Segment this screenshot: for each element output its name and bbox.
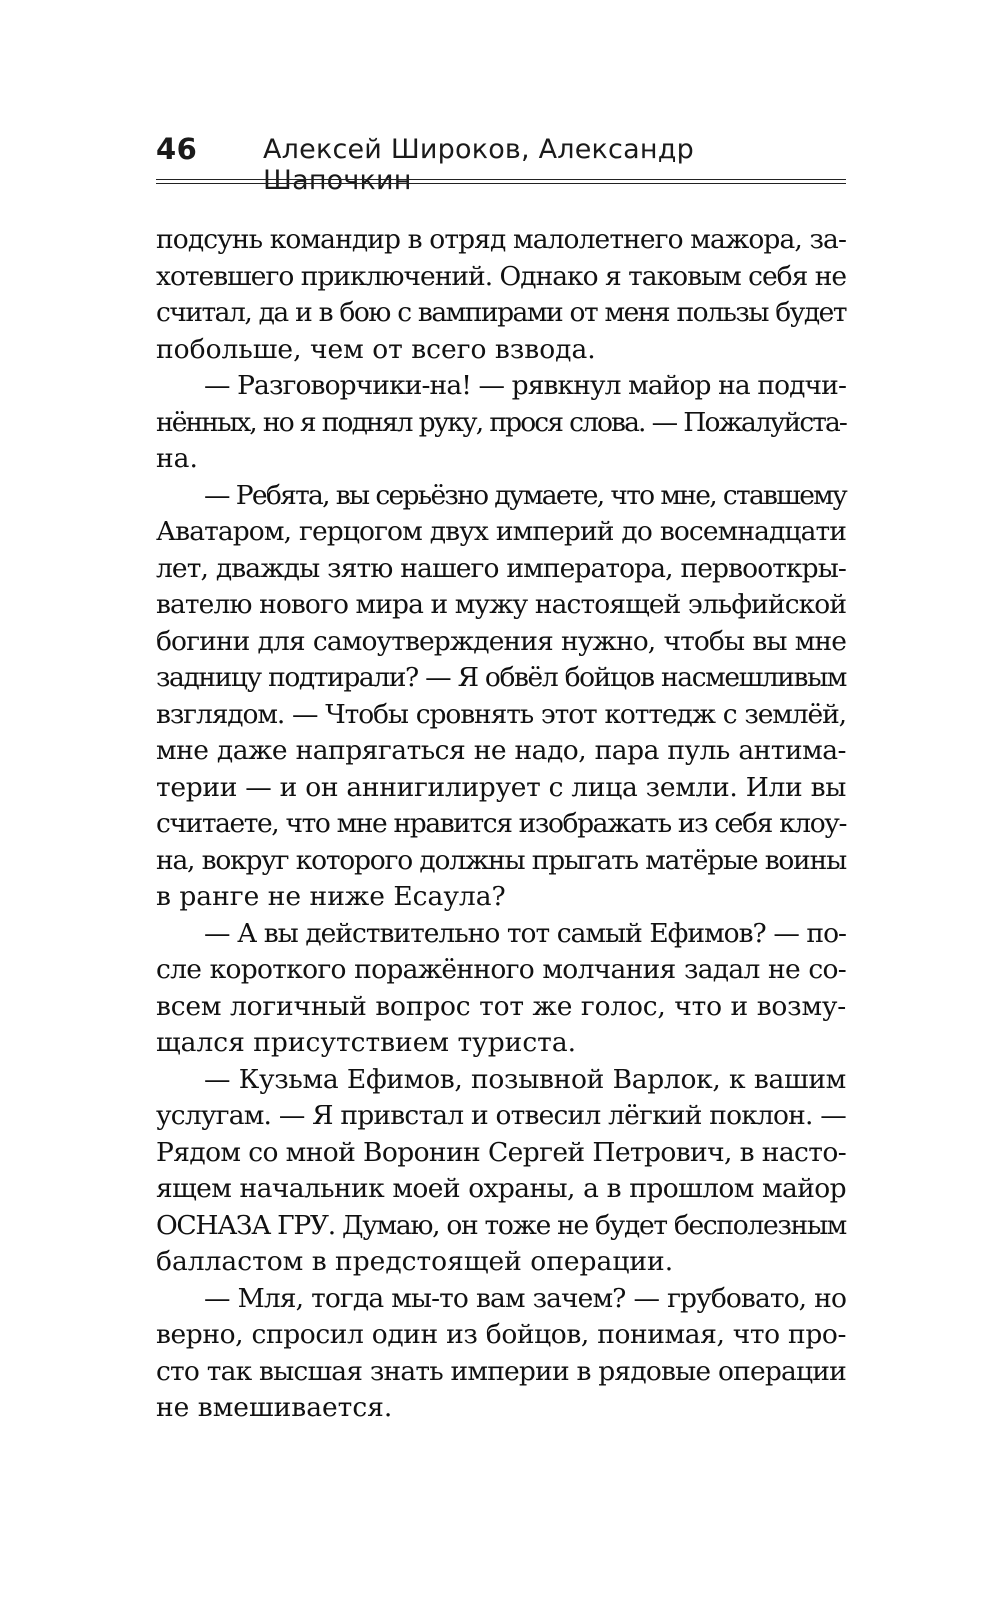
text-line: побольше, чем от всего взвода. <box>156 333 596 365</box>
text-line: взглядом. — Чтобы сровнять этот коттедж с землёй, <box>156 698 846 730</box>
text-line: всем логичный вопрос тот же голос, что и возму- <box>156 990 846 1022</box>
text-line: щался присутствием туриста. <box>156 1027 577 1058</box>
text-line: не вмешивается. <box>156 1392 393 1423</box>
running-header <box>156 132 846 196</box>
text-line: терии — и он аннигилирует с лица земли. Или вы <box>156 771 846 803</box>
text-line: сто так высшая знать империи в рядовые операции <box>156 1355 846 1387</box>
text-line: богини для самоутверждения нужно, чтобы вы мне <box>156 625 846 657</box>
text-line: в ранге не ниже Есаула? <box>156 881 506 912</box>
text-line: — А вы действительно тот самый Ефимов? — по- <box>204 917 846 949</box>
text-line: верно, спросил один из бойцов, понимая, что про- <box>156 1319 846 1350</box>
header-double-rule <box>156 179 846 184</box>
text-line: вателю нового мира и мужу настоящей эльфийской <box>156 589 847 620</box>
text-line: на, вокруг которого должны прыгать матёрые воины <box>156 844 846 876</box>
text-line: нённых, но я поднял руку, прося слова. — Пожалуйста- <box>156 406 846 438</box>
text-line: считал, да и в бою с вампирами от меня пользы будет <box>156 297 846 328</box>
text-line: — Разговорчики-на! — рявкнул майор на подчи- <box>204 370 846 401</box>
text-line: подсунь командир в отряд малолетнего мажора, за- <box>156 224 846 255</box>
text-line: на. <box>156 443 198 474</box>
page-number: 46 <box>156 132 198 166</box>
text-line: хотевшего приключений. Однако я таковым себя не <box>156 260 847 292</box>
text-line: ящем начальник моей охраны, а в прошлом майор <box>156 1173 846 1204</box>
text-line: мне даже напрягаться не надо, пара пуль антима- <box>156 735 846 766</box>
text-line: балластом в предстоящей операции. <box>156 1246 674 1277</box>
text-line: услугам. — Я привстал и отвесил лёгкий поклон. — <box>156 1100 846 1131</box>
text-line: — Мля, тогда мы-то вам зачем? — грубовато, но <box>204 1282 846 1314</box>
text-line: считаете, что мне нравится изображать из себя клоу- <box>156 808 846 839</box>
body-text <box>156 222 846 1427</box>
text-line: ОСНАЗА ГРУ. Думаю, он тоже не будет бесполезным <box>156 1209 846 1241</box>
text-line: Рядом со мной Воронин Сергей Петрович, в насто- <box>156 1136 847 1168</box>
text-line: сле короткого поражённого молчания задал не со- <box>156 954 846 985</box>
book-authors: Алексей Широков, Александр Шапочкин <box>263 134 694 196</box>
text-line: задницу подтирали? — Я обвёл бойцов насмешливым <box>156 662 846 693</box>
text-line: — Кузьма Ефимов, позывной Варлок, к вашим <box>204 1063 846 1095</box>
text-line: — Ребята, вы серьёзно думаете, что мне, ставшему <box>204 479 846 511</box>
text-line: лет, дважды зятю нашего императора, первооткры- <box>156 552 846 584</box>
text-line: Аватаром, герцогом двух империй до восемнадцати <box>156 516 846 547</box>
